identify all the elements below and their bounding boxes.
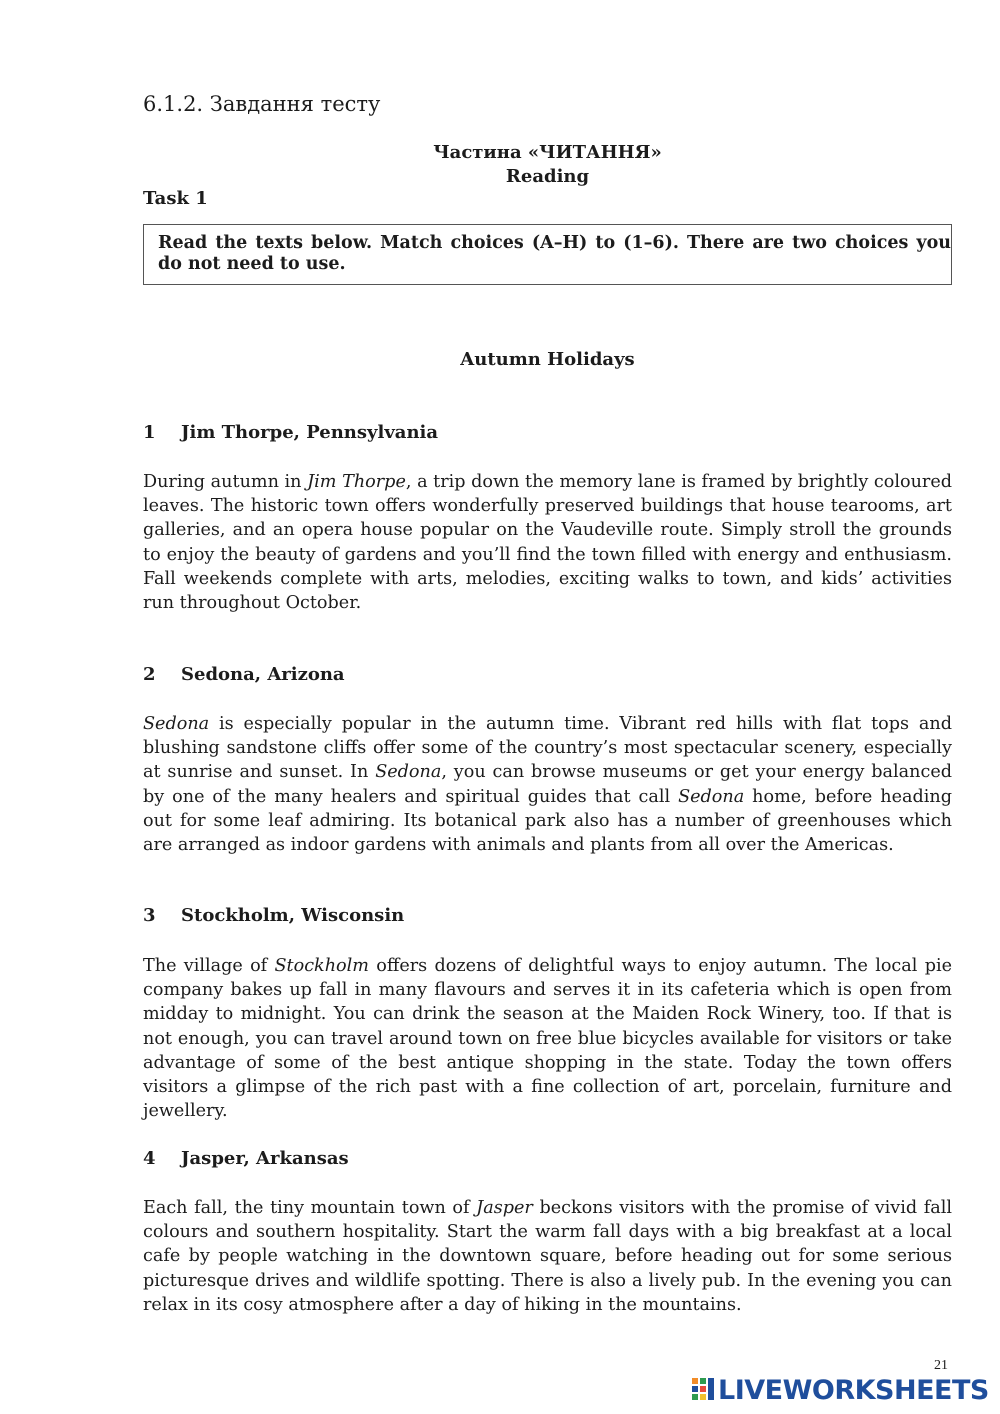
instruction-box	[143, 224, 952, 285]
place-name: Jim Thorpe	[307, 472, 406, 492]
liveworksheets-logo[interactable]	[692, 1375, 989, 1405]
section-heading-4	[143, 1148, 349, 1169]
section-heading-3	[143, 905, 404, 926]
section-number: 2	[143, 664, 156, 685]
brand-name: LIVEWORKSHEETS	[718, 1374, 989, 1406]
section-title: Sedona, Arizona	[181, 664, 345, 685]
place-name: Sedona	[143, 714, 210, 734]
liveworksheets-icon	[692, 1378, 714, 1402]
place-name: Jasper	[476, 1198, 533, 1218]
text-title: Autumn Holidays	[460, 349, 635, 370]
part-title	[0, 141, 1000, 189]
task-label: Task 1	[143, 188, 208, 209]
section-text-4: Each fall, the tiny mountain town of Jasper beckons visitors with the promise of vivid fall colours and southern hospitality. Start the warm fall days with a big breakfast at a local cafe by people watching in the downtown square, before heading out for some serious picturesque drives and wildlife spotting. There is also a lively pub. In the evening you can relax in its cosy atmosphere after a day of hiking in the mountains.	[143, 1198, 952, 1315]
place-name: Stockholm	[274, 956, 369, 976]
page-number: 21	[934, 1358, 948, 1373]
section-text-2: Sedona is especially popular in the autumn time. Vibrant red hills with flat tops and blushing sandstone cliffs offer some of the country’s most spectacular scenery, especially at sunrise and sunset. In Sedona, you can browse museums or get your energy balanced by one of the many healers and spiritual guides that call Sedona home, before heading out for some leaf admiring. Its botanical park also has a number of greenhouses which are arranged as indoor gardens with animals and plants from all over the Americas.	[143, 714, 952, 856]
section-title: Jim Thorpe, Pennsylvania	[181, 422, 439, 443]
section-heading-1	[143, 422, 438, 443]
section-title: Jasper, Arkansas	[181, 1148, 349, 1169]
part-title-ukrainian: Частина «ЧИТАННЯ»	[433, 142, 662, 163]
part-title-english: Reading	[505, 166, 590, 187]
place-name: Sedona	[678, 786, 745, 807]
section-number: 1	[143, 422, 156, 443]
section-number: 4	[143, 1148, 156, 1169]
section-heading-2	[143, 664, 345, 685]
section-text-3: The village of Stockholm offers dozens of delightful ways to enjoy autumn. The local pie company bakes up fall in many flavours and serves it in its cafeteria which is open from midday to midnight. You can drink the season at the Maiden Rock Winery, too. If that is not enough, you can travel around town on free blue bicycles available for visitors or take advantage of some of the best antique shopping in the state. Today the town offers visitors a glimpse of the rich past with a fine collection of art, porcelain, furniture and jewellery.	[143, 956, 953, 1122]
section-title: Stockholm, Wisconsin	[181, 905, 405, 926]
section-text-1: During autumn in Jim Thorpe, a trip down the memory lane is framed by brightly coloured leaves. The historic town offers wonderfully preserved buildings that house tearooms, art galleries, and an opera house popular on the Vaudeville route. Simply stroll the grounds to enjoy the beauty of gardens and you’ll find the town filled with energy and enthusiasm. Fall weekends complete with arts, melodies, exciting walks to town, and kids’ activities run throughout October.	[143, 472, 952, 614]
place-name: Sedona	[375, 762, 442, 783]
section-title: 6.1.2. Завдання тесту	[143, 92, 381, 116]
section-number: 3	[143, 905, 156, 926]
instruction-text: Read the texts below. Match choices (A–H) to (1–6). There are two choices you do not need to use.	[158, 233, 951, 274]
